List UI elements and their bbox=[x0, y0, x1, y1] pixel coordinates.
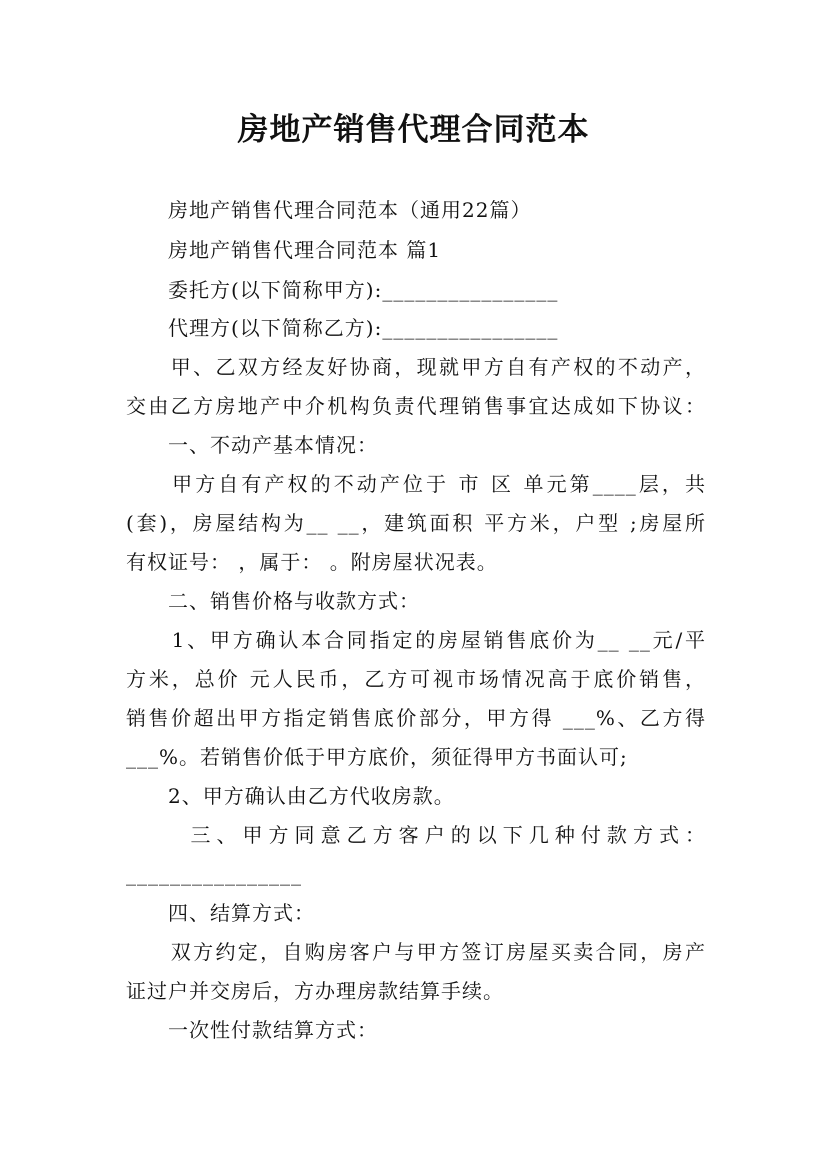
paragraph-line: 方米，总价 元人民币，乙方可视市场情况高于底价销售， bbox=[126, 667, 706, 691]
document-title: 房地产销售代理合同范本 bbox=[237, 112, 590, 148]
paragraph-line: 二、销售价格与收款方式： bbox=[126, 589, 420, 613]
paragraph-line: 一次性付款结算方式： bbox=[126, 1018, 378, 1042]
paragraph-line: 交由乙方房地产中介机构负责代理销售事宜达成如下协议： bbox=[126, 394, 706, 418]
paragraph-line: 房地产销售代理合同范本 篇1 bbox=[126, 238, 442, 262]
paragraph-line: 2、甲方确认由乙方代收房款。 bbox=[126, 784, 455, 808]
paragraph-line: 房地产销售代理合同范本（通用22篇） bbox=[126, 198, 532, 222]
paragraph-line: 销售价超出甲方指定销售底价部分，甲方得 ___%、乙方得 bbox=[126, 706, 706, 730]
paragraph-line: 委托方(以下简称甲方):________________ bbox=[126, 278, 559, 302]
paragraph-line: 有权证号： ，属于： 。附房屋状况表。 bbox=[126, 550, 498, 574]
paragraph-line: 1、甲方确认本合同指定的房屋销售底价为__ __元/平 bbox=[126, 628, 706, 652]
paragraph-line: ________________ bbox=[126, 862, 302, 886]
paragraph-line: (套)，房屋结构为__ __，建筑面积 平方米，户型 ;房屋所 bbox=[126, 511, 706, 535]
paragraph-line: 四、结算方式： bbox=[126, 901, 315, 925]
paragraph-line: 证过户并交房后，方办理房款结算手续。 bbox=[126, 979, 504, 1003]
paragraph-line: 双方约定，自购房客户与甲方签订房屋买卖合同，房产 bbox=[126, 940, 706, 964]
paragraph-line: 甲方自有产权的不动产位于 市 区 单元第____层，共 bbox=[126, 472, 706, 496]
paragraph-line: 一、不动产基本情况： bbox=[126, 433, 378, 457]
paragraph-line: ___%。若销售价低于甲方底价，须征得甲方书面认可; bbox=[126, 745, 628, 769]
paragraph-line: 甲、乙双方经友好协商，现就甲方自有产权的不动产， bbox=[126, 355, 706, 379]
paragraph-line: 代理方(以下简称乙方):________________ bbox=[126, 316, 559, 340]
paragraph-line: 三、甲方同意乙方客户的以下几种付款方式： bbox=[126, 823, 706, 847]
